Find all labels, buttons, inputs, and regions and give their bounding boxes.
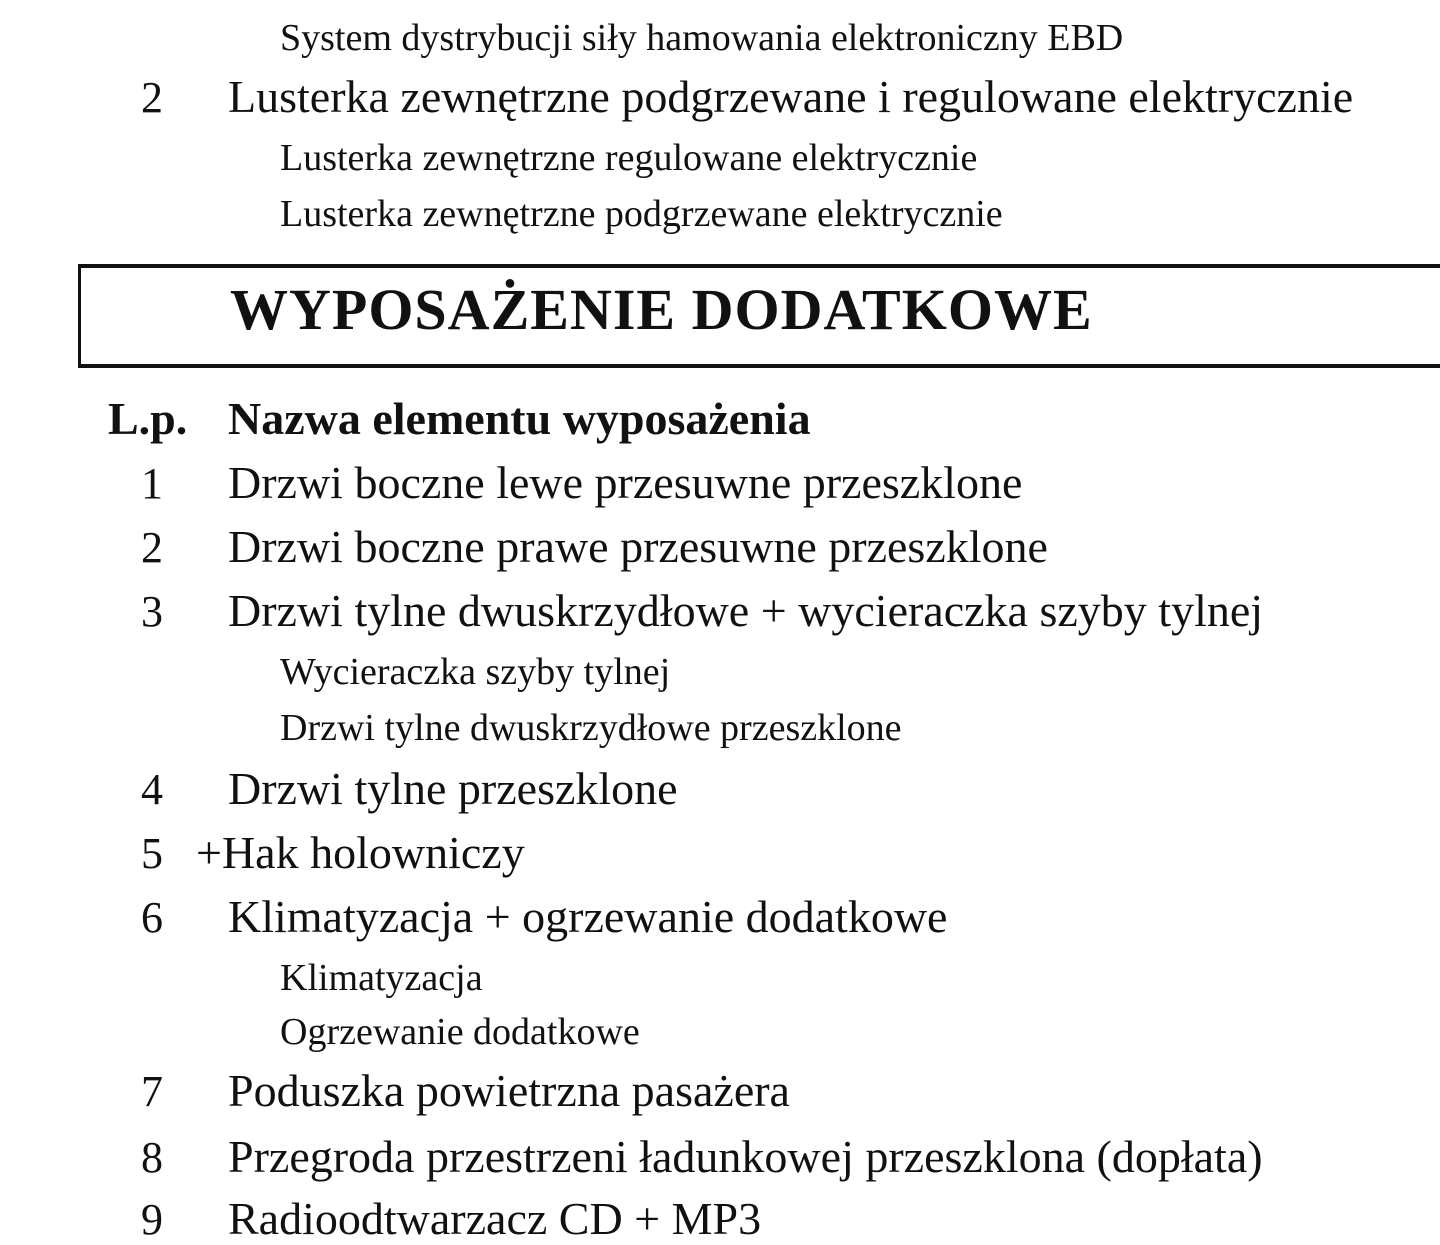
item-label: Drzwi tylne dwuskrzydłowe + wycieraczka szyby tylnej bbox=[228, 585, 1264, 636]
column-header-lp: L.p. bbox=[108, 393, 188, 444]
item-number: 4 bbox=[141, 765, 163, 814]
section-title: WYPOSAŻENIE DODATKOWE bbox=[230, 277, 1093, 342]
item-number: 2 bbox=[141, 523, 163, 572]
sub-item: Ogrzewanie dodatkowe bbox=[280, 1011, 640, 1053]
item-label: Radioodtwarzacz CD + MP3 bbox=[228, 1193, 762, 1244]
sub-item-ebd: System dystrybucji siły hamowania elektroniczny EBD bbox=[280, 17, 1124, 59]
sub-item-mirrors-adjust: Lusterka zewnętrzne regulowane elektrycznie bbox=[280, 137, 978, 179]
sub-item: Wycieraczka szyby tylnej bbox=[280, 651, 671, 693]
item-label: Przegroda przestrzeni ładunkowej przeszklona (dopłata) bbox=[228, 1131, 1263, 1182]
item-label: Poduszka powietrzna pasażera bbox=[228, 1065, 790, 1116]
item-number: 3 bbox=[141, 587, 163, 636]
item-number: 5 bbox=[141, 829, 163, 878]
item-label: Drzwi boczne lewe przesuwne przeszklone bbox=[228, 457, 1023, 508]
sub-item-mirrors-heated: Lusterka zewnętrzne podgrzewane elektrycznie bbox=[280, 193, 1003, 235]
item-number: 2 bbox=[141, 73, 163, 122]
item-number: 6 bbox=[141, 893, 163, 942]
item-label: Drzwi boczne prawe przesuwne przeszklone bbox=[228, 521, 1048, 572]
column-header-name: Nazwa elementu wyposażenia bbox=[228, 393, 811, 444]
item-label: Klimatyzacja + ogrzewanie dodatkowe bbox=[228, 891, 948, 942]
item-label: Drzwi tylne przeszklone bbox=[228, 763, 678, 814]
sub-item: Drzwi tylne dwuskrzydłowe przeszklone bbox=[280, 707, 902, 749]
item-label-mirrors: Lusterka zewnętrzne podgrzewane i regulowane elektrycznie bbox=[228, 71, 1354, 122]
item-number: 1 bbox=[141, 459, 163, 508]
item-number: 8 bbox=[141, 1133, 163, 1182]
item-number: 9 bbox=[141, 1195, 163, 1244]
sub-item: Klimatyzacja bbox=[280, 957, 483, 999]
item-number: 7 bbox=[141, 1067, 163, 1116]
item-label: +Hak holowniczy bbox=[196, 827, 525, 878]
